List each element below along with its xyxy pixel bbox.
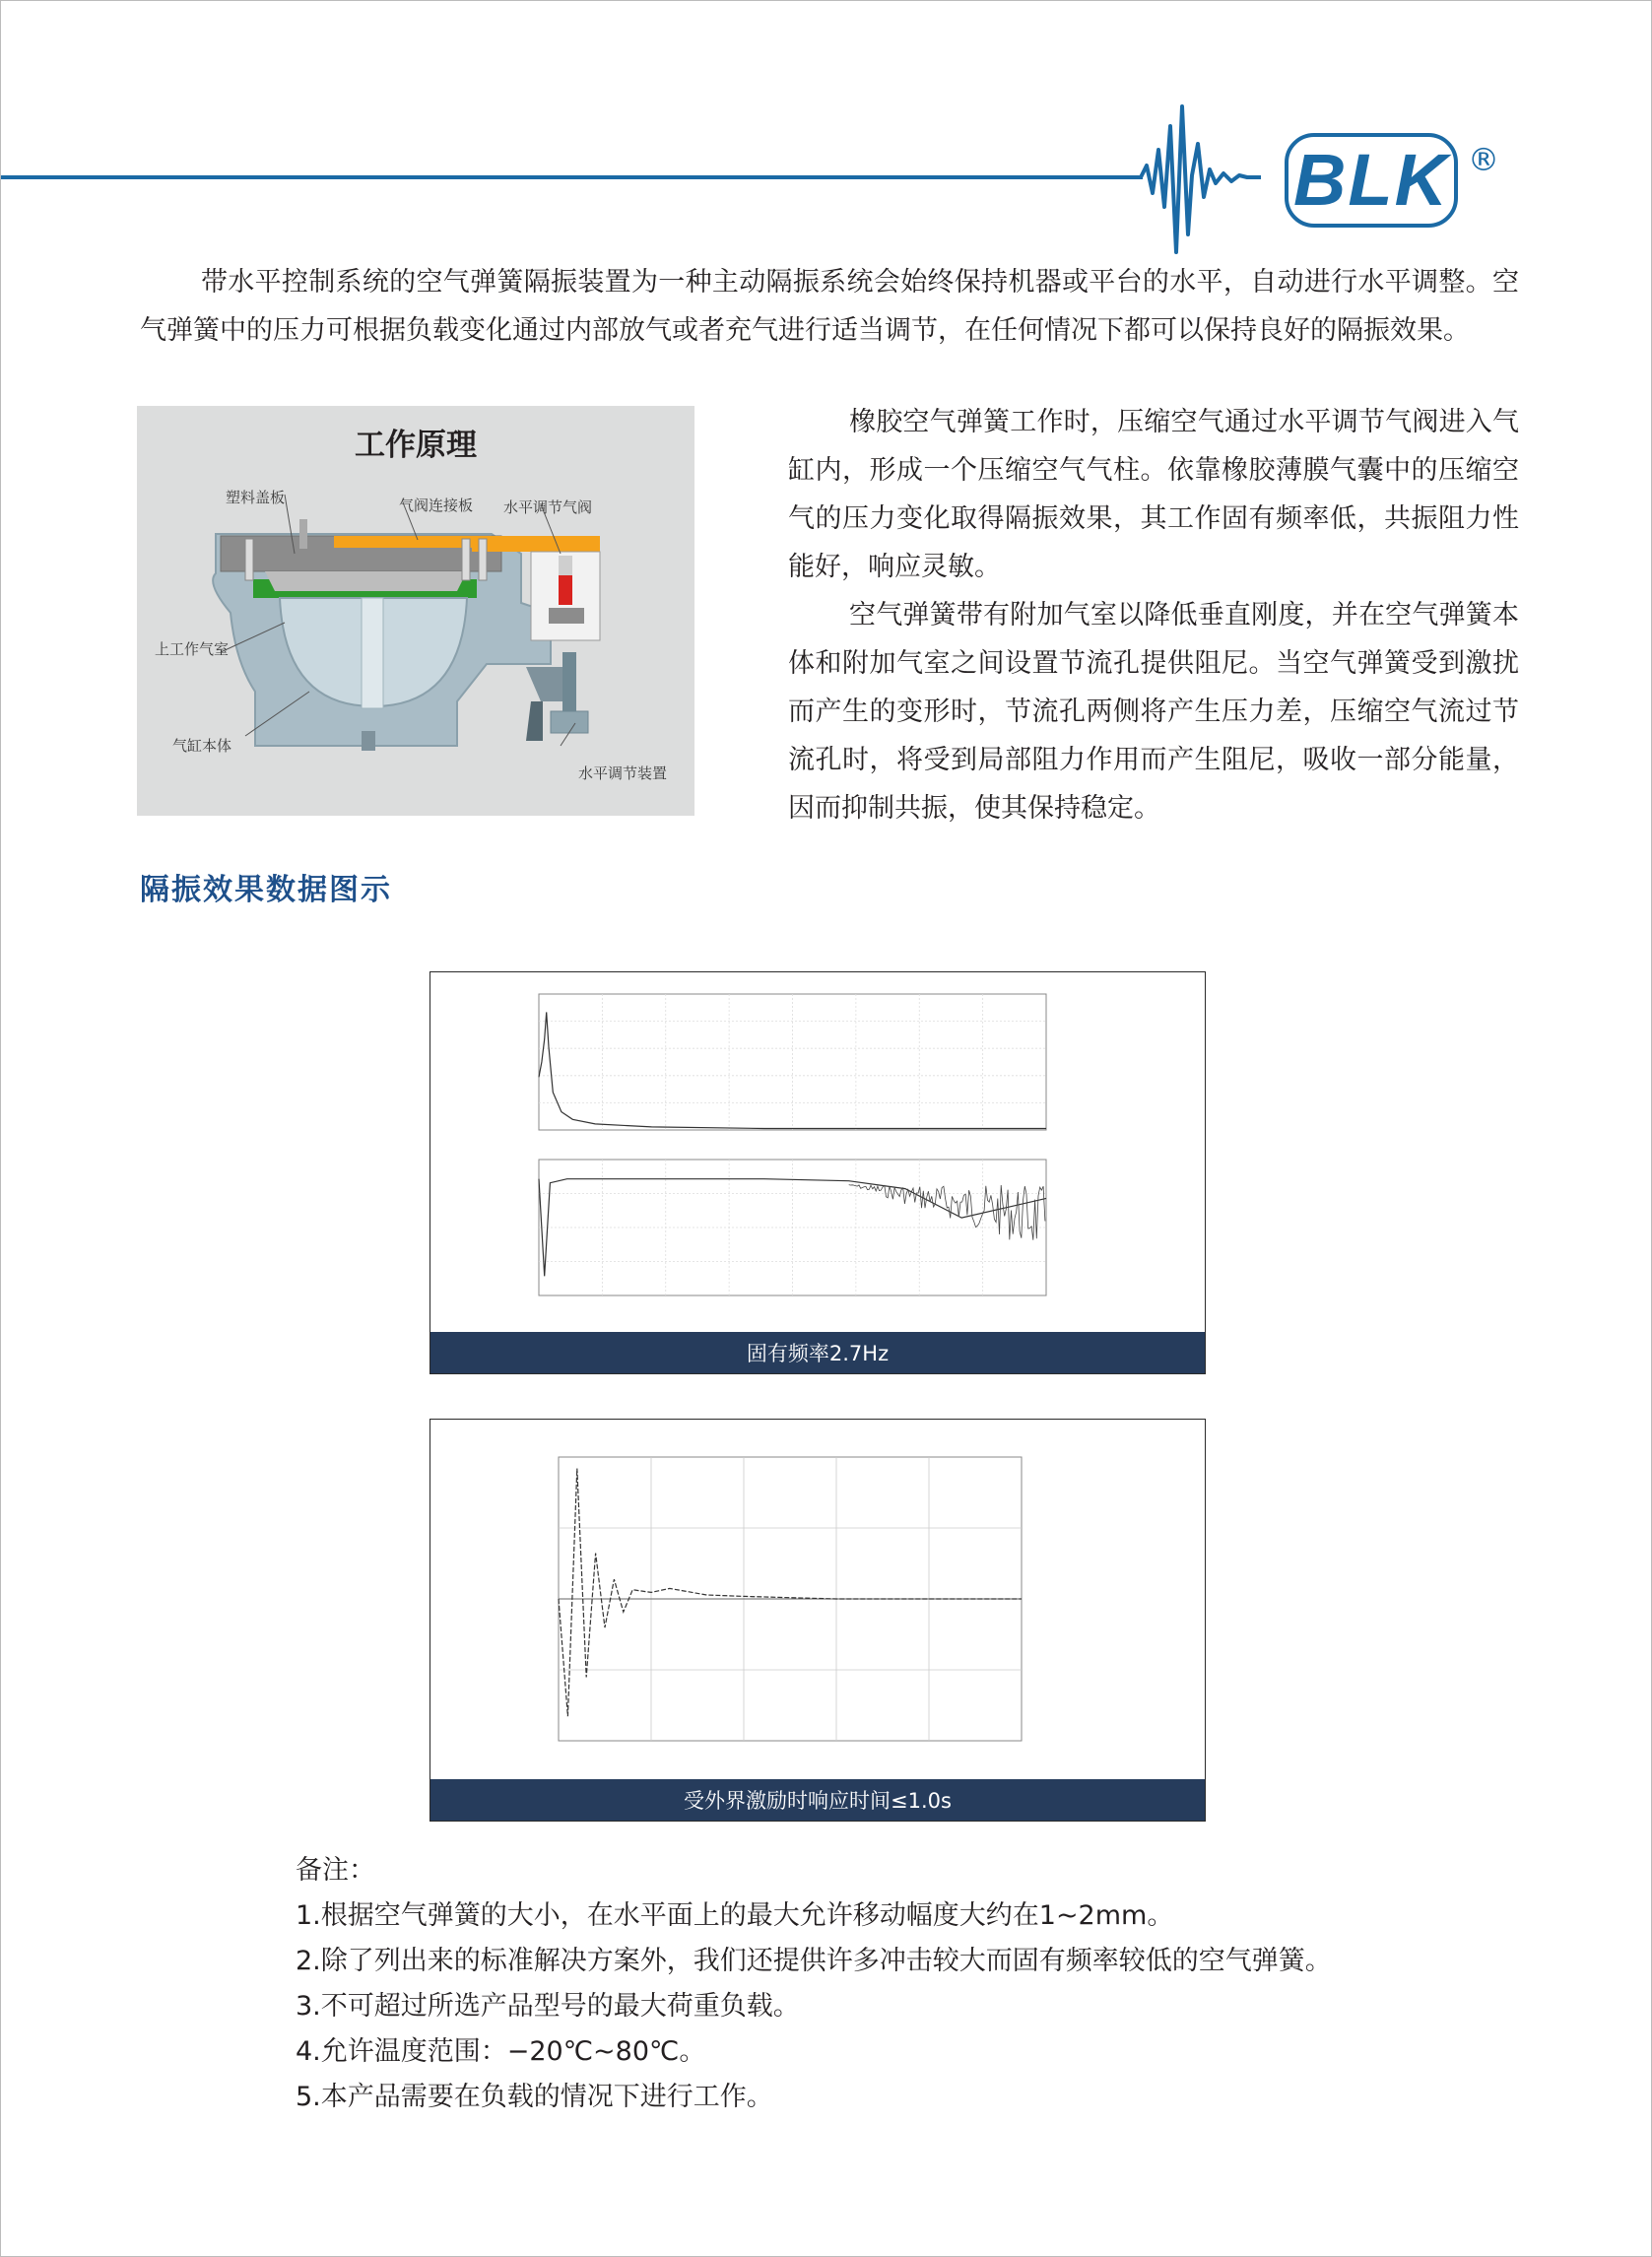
brand-logo-text: BLK xyxy=(1292,139,1450,221)
chart2-series-line xyxy=(559,1469,1022,1717)
principle-paragraph-2: 空气弹簧带有附加气室以降低垂直刚度，并在空气弹簧本体和附加气室之间设置节流孔提供阻尼。当空气弹簧受到激扰而产生的变形时，节流孔两侧将产生压力差，压缩空气流过节流孔时，将受到局部阻力作用而产生阻尼，吸收一部分能量，因而抑制共振，使其保持稳定。 xyxy=(788,600,1519,824)
label-plastic-cover: 塑料盖板 xyxy=(226,489,286,506)
response-time-chart xyxy=(430,1419,1206,1822)
label-level-device: 水平调节装置 xyxy=(578,764,668,782)
note-item-5: 5.本产品需要在负载的情况下进行工作。 xyxy=(296,2082,773,2112)
notes-section xyxy=(296,1848,1576,2120)
principle-paragraph-1: 橡胶空气弹簧工作时，压缩空气通过水平调节气阀进入气缸内，形成一个压缩空气气柱。依靠橡胶薄膜气囊中的压缩空气的压力变化取得隔振效果，其工作固有频率低，共振阻力性能好，响应灵敏。 xyxy=(788,407,1519,582)
brand-logo xyxy=(1285,133,1458,228)
note-item-1: 1.根据空气弹簧的大小，在水平面上的最大允许移动幅度大约在1~2mm。 xyxy=(296,1900,1174,1931)
natural-frequency-chart xyxy=(430,971,1206,1374)
diagram-title: 工作原理 xyxy=(355,428,477,463)
label-level-valve: 水平调节气阀 xyxy=(503,498,593,516)
chart1-caption: 固有频率2.7Hz xyxy=(430,1332,1205,1373)
waveform-icon xyxy=(1133,87,1290,254)
label-valve-plate: 气阀连接板 xyxy=(399,497,474,514)
note-item-4: 4.允许温度范围：−20℃~80℃。 xyxy=(296,2036,706,2067)
chart1-plot xyxy=(430,972,1205,1333)
note-item-3: 3.不可超过所选产品型号的最大荷重负载。 xyxy=(296,1991,800,2022)
section-heading: 隔振效果数据图示 xyxy=(140,873,392,907)
registered-mark: ® xyxy=(1468,141,1499,178)
header-rule xyxy=(0,175,1143,179)
principle-section xyxy=(788,398,1519,832)
intro-paragraph: 带水平控制系统的空气弹簧隔振装置为一种主动隔振系统会始终保持机器或平台的水平，自动进行水平调整。空气弹簧中的压力可根据负载变化通过内部放气或者充气进行适当调节，在任何情况下都可以保持良好的隔振效果。 xyxy=(140,267,1519,346)
notes-heading: 备注： xyxy=(296,1855,375,1886)
label-cylinder-body: 气缸本体 xyxy=(172,737,232,755)
chart2-caption: 受外界激励时响应时间≤1.0s xyxy=(430,1779,1205,1821)
working-principle-diagram xyxy=(137,406,694,816)
label-upper-chamber: 上工作气室 xyxy=(155,640,230,658)
chart1-coherence-series-noise xyxy=(849,1185,1045,1240)
intro-section xyxy=(140,258,1519,355)
chart2-plot xyxy=(430,1420,1205,1780)
note-item-2: 2.除了列出来的标准解决方案外，我们还提供许多冲击较大而固有频率较低的空气弹簧。 xyxy=(296,1946,1332,1976)
